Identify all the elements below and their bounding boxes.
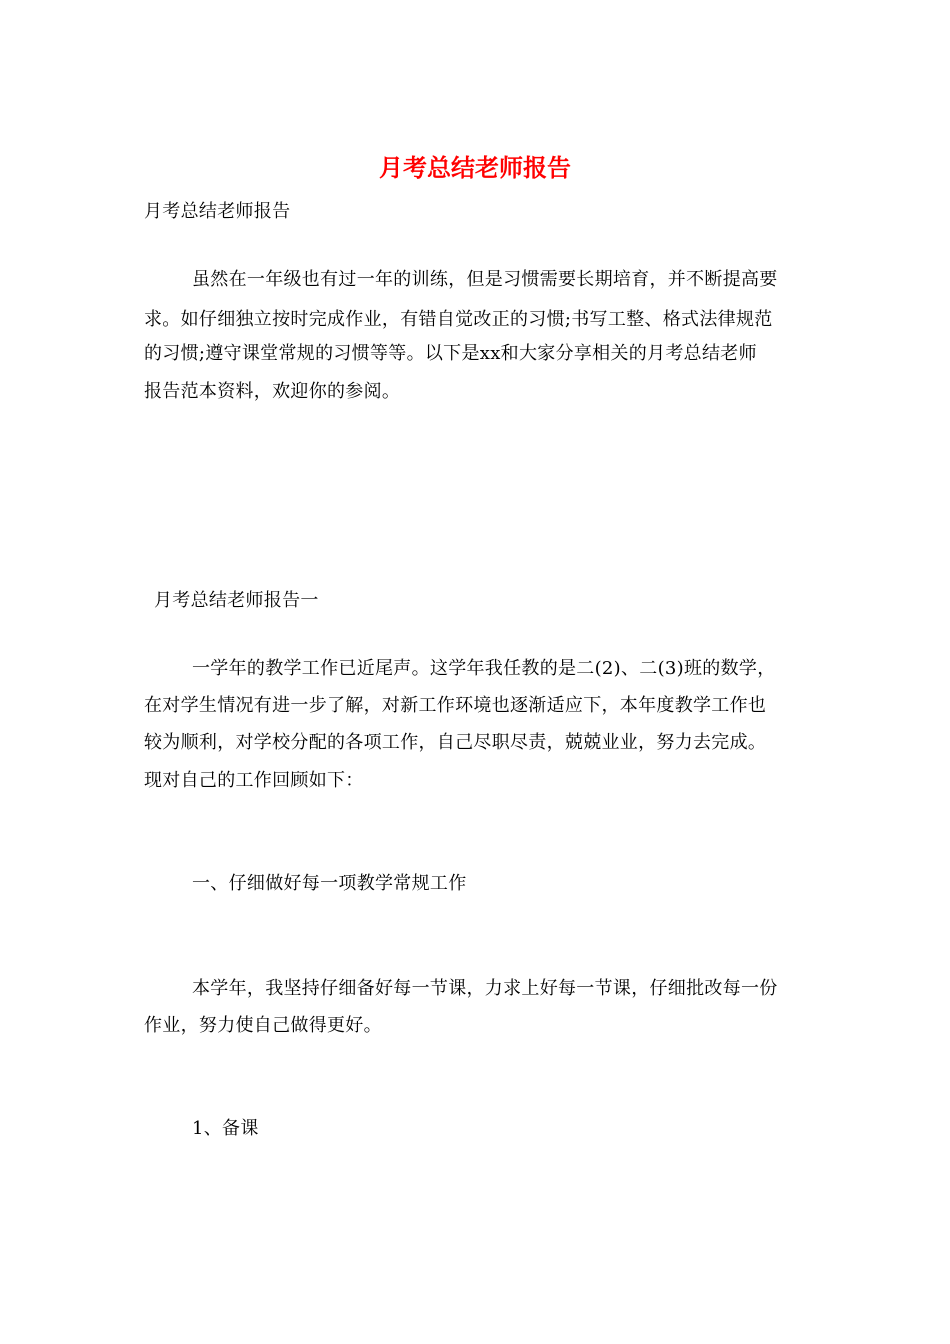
section-1-heading: 月考总结老师报告一	[154, 590, 319, 611]
point-1-heading: 一、仔细做好每一项教学常规工作	[192, 873, 467, 894]
intro-paragraph-line-2: 求。如仔细独立按时完成作业，有错自觉改正的习惯;书写工整、格式法律规范	[144, 309, 773, 330]
intro-paragraph-line-4: 报告范本资料，欢迎你的参阅。	[144, 381, 401, 402]
section-1-paragraph-line-4: 现对自己的工作回顾如下：	[144, 770, 364, 791]
point-1-paragraph-line-2: 作业，努力使自己做得更好。	[144, 1015, 382, 1036]
intro-paragraph-line-3: 的习惯;遵守课堂常规的习惯等等。以下是xx和大家分享相关的月考总结老师	[144, 343, 757, 364]
document-subtitle: 月考总结老师报告	[144, 201, 291, 222]
section-1-paragraph-line-1: 一学年的教学工作已近尾声。这学年我任教的是二(2)、二(3)班的数学，	[192, 658, 776, 679]
section-1-paragraph-line-3: 较为顺利，对学校分配的各项工作，自己尽职尽责，兢兢业业，努力去完成。	[144, 732, 767, 753]
document-title: 月考总结老师报告	[379, 153, 571, 182]
section-1-paragraph-line-2: 在对学生情况有进一步了解，对新工作环境也逐渐适应下，本年度教学工作也	[144, 695, 767, 716]
intro-paragraph-line-1: 虽然在一年级也有过一年的训练，但是习惯需要长期培育，并不断提高要	[192, 269, 778, 290]
point-1-paragraph-line-1: 本学年，我坚持仔细备好每一节课，力求上好每一节课，仔细批改每一份	[192, 978, 778, 999]
subpoint-1-heading: 1、备课	[192, 1118, 259, 1139]
